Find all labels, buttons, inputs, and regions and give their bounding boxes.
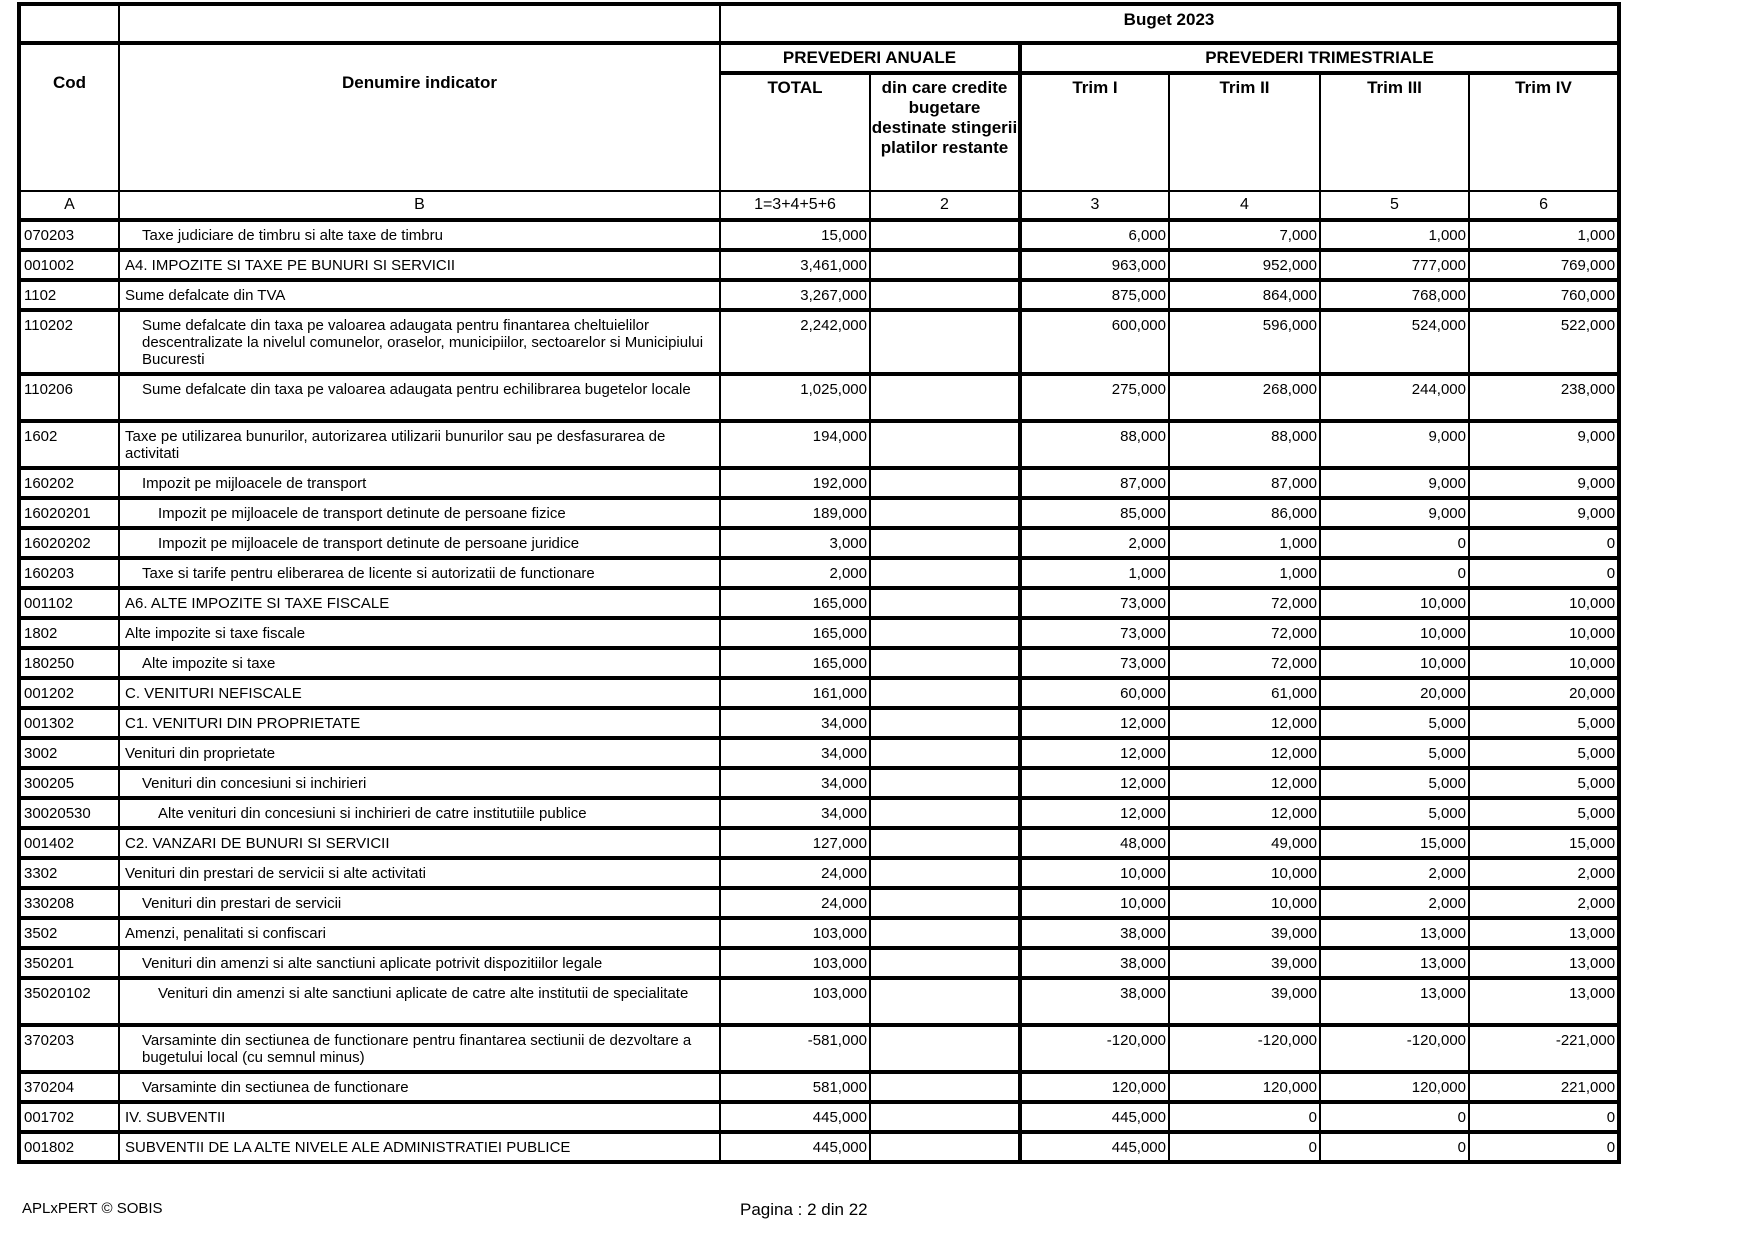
cell-trim-3: 9,000	[1320, 498, 1469, 528]
table-row	[19, 858, 1619, 888]
cell-denumire: Taxe pe utilizarea bunurilor, autorizarea utilizarii bunurilor sau pe desfasurarea de activitati	[119, 421, 720, 468]
cell-trim-2: 952,000	[1169, 250, 1320, 280]
cell-trim-2: 72,000	[1169, 618, 1320, 648]
header-din-care: din care credite bugetare destinate stingerii platilor restante	[870, 73, 1020, 191]
cell-trim-3: 9,000	[1320, 468, 1469, 498]
cell-trim-2: 72,000	[1169, 648, 1320, 678]
cell-trim-2: 10,000	[1169, 888, 1320, 918]
table-row	[19, 768, 1619, 798]
cell-denumire: A6. ALTE IMPOZITE SI TAXE FISCALE	[119, 588, 720, 618]
cell-total: 2,242,000	[720, 310, 870, 374]
column-number-3: 3	[1020, 191, 1169, 220]
cell-total: 165,000	[720, 618, 870, 648]
cell-trim-3: 15,000	[1320, 828, 1469, 858]
cell-trim-4: 0	[1469, 528, 1619, 558]
cell-din-care	[870, 558, 1020, 588]
cell-denumire: C. VENITURI NEFISCALE	[119, 678, 720, 708]
table-row	[19, 1102, 1619, 1132]
cell-total: 34,000	[720, 798, 870, 828]
cell-denumire: Varsaminte din sectiunea de functionare pentru finantarea sectiunii de dezvoltare a bugetului local (cu semnul minus)	[119, 1025, 720, 1072]
cell-denumire: Alte impozite si taxe	[119, 648, 720, 678]
cell-trim-4: 5,000	[1469, 768, 1619, 798]
cell-cod: 001302	[19, 708, 119, 738]
cell-trim-3: 1,000	[1320, 220, 1469, 250]
column-number-5: 5	[1320, 191, 1469, 220]
cell-trim-3: -120,000	[1320, 1025, 1469, 1072]
table-body	[19, 220, 1619, 1162]
header-trim-1: Trim I	[1020, 73, 1169, 191]
table-row	[19, 558, 1619, 588]
cell-cod: 070203	[19, 220, 119, 250]
cell-trim-2: 12,000	[1169, 768, 1320, 798]
cell-denumire: Venituri din proprietate	[119, 738, 720, 768]
cell-din-care	[870, 468, 1020, 498]
cell-cod: 1602	[19, 421, 119, 468]
cell-total: 194,000	[720, 421, 870, 468]
cell-din-care	[870, 978, 1020, 1025]
cell-din-care	[870, 678, 1020, 708]
cell-total: 34,000	[720, 738, 870, 768]
cell-trim-3: 20,000	[1320, 678, 1469, 708]
cell-total: 3,000	[720, 528, 870, 558]
cell-cod: 160203	[19, 558, 119, 588]
table-row	[19, 618, 1619, 648]
cell-cod: 3502	[19, 918, 119, 948]
cell-cod: 001202	[19, 678, 119, 708]
cell-din-care	[870, 1072, 1020, 1102]
cell-trim-3: 2,000	[1320, 858, 1469, 888]
cell-trim-1: 38,000	[1020, 978, 1169, 1025]
cell-trim-2: 12,000	[1169, 738, 1320, 768]
cell-trim-1: 38,000	[1020, 948, 1169, 978]
cell-denumire: C1. VENITURI DIN PROPRIETATE	[119, 708, 720, 738]
cell-din-care	[870, 768, 1020, 798]
cell-trim-1: 10,000	[1020, 858, 1169, 888]
cell-din-care	[870, 858, 1020, 888]
cell-trim-2: 596,000	[1169, 310, 1320, 374]
cell-trim-1: 85,000	[1020, 498, 1169, 528]
cell-trim-1: 445,000	[1020, 1102, 1169, 1132]
cell-trim-3: 5,000	[1320, 798, 1469, 828]
cell-trim-2: 39,000	[1169, 978, 1320, 1025]
table-row	[19, 588, 1619, 618]
table-row	[19, 280, 1619, 310]
cell-din-care	[870, 220, 1020, 250]
cell-trim-2: 49,000	[1169, 828, 1320, 858]
cell-trim-1: 2,000	[1020, 528, 1169, 558]
cell-denumire: Varsaminte din sectiunea de functionare	[119, 1072, 720, 1102]
table-row	[19, 678, 1619, 708]
table-row	[19, 798, 1619, 828]
cell-trim-2: 72,000	[1169, 588, 1320, 618]
cell-trim-1: 963,000	[1020, 250, 1169, 280]
cell-denumire: C2. VANZARI DE BUNURI SI SERVICII	[119, 828, 720, 858]
cell-trim-4: 20,000	[1469, 678, 1619, 708]
table-row	[19, 918, 1619, 948]
cell-trim-1: 88,000	[1020, 421, 1169, 468]
table-row	[19, 978, 1619, 1025]
cell-cod: 160202	[19, 468, 119, 498]
cell-trim-4: 9,000	[1469, 421, 1619, 468]
cell-cod: 001802	[19, 1132, 119, 1162]
cell-din-care	[870, 588, 1020, 618]
header-trim-4: Trim IV	[1469, 73, 1619, 191]
cell-trim-3: 5,000	[1320, 768, 1469, 798]
table-row	[19, 374, 1619, 421]
cell-cod: 35020102	[19, 978, 119, 1025]
cell-cod: 370203	[19, 1025, 119, 1072]
cell-trim-4: 9,000	[1469, 468, 1619, 498]
column-number-4: 4	[1169, 191, 1320, 220]
table-row	[19, 220, 1619, 250]
cell-trim-1: 12,000	[1020, 708, 1169, 738]
cell-trim-3: 0	[1320, 558, 1469, 588]
cell-trim-3: 0	[1320, 528, 1469, 558]
cell-trim-2: 88,000	[1169, 421, 1320, 468]
cell-denumire: Sume defalcate din taxa pe valoarea adaugata pentru echilibrarea bugetelor locale	[119, 374, 720, 421]
cell-cod: 001102	[19, 588, 119, 618]
cell-total: 161,000	[720, 678, 870, 708]
table-row	[19, 310, 1619, 374]
cell-total: 24,000	[720, 888, 870, 918]
cell-trim-3: 5,000	[1320, 708, 1469, 738]
cell-total: 3,267,000	[720, 280, 870, 310]
cell-trim-1: 87,000	[1020, 468, 1169, 498]
cell-total: 127,000	[720, 828, 870, 858]
cell-trim-1: 12,000	[1020, 738, 1169, 768]
cell-trim-2: 1,000	[1169, 558, 1320, 588]
header-trim-3: Trim III	[1320, 73, 1469, 191]
cell-cod: 001402	[19, 828, 119, 858]
cell-denumire: IV. SUBVENTII	[119, 1102, 720, 1132]
cell-trim-3: 13,000	[1320, 948, 1469, 978]
cell-denumire: Impozit pe mijloacele de transport detinute de persoane juridice	[119, 528, 720, 558]
cell-trim-4: 9,000	[1469, 498, 1619, 528]
cell-trim-2: 7,000	[1169, 220, 1320, 250]
cell-trim-4: 10,000	[1469, 588, 1619, 618]
table-row	[19, 1025, 1619, 1072]
table-row	[19, 1072, 1619, 1102]
cell-trim-1: 600,000	[1020, 310, 1169, 374]
cell-denumire: Venituri din amenzi si alte sanctiuni aplicate potrivit dispozitiilor legale	[119, 948, 720, 978]
cell-denumire: Sume defalcate din TVA	[119, 280, 720, 310]
table-row	[19, 888, 1619, 918]
cell-total: 15,000	[720, 220, 870, 250]
cell-din-care	[870, 1025, 1020, 1072]
table-row	[19, 948, 1619, 978]
cell-total: 103,000	[720, 918, 870, 948]
cell-trim-3: 0	[1320, 1102, 1469, 1132]
cell-trim-3: 10,000	[1320, 618, 1469, 648]
cell-denumire: Taxe judiciare de timbru si alte taxe de timbru	[119, 220, 720, 250]
cell-trim-4: 10,000	[1469, 618, 1619, 648]
cell-total: -581,000	[720, 1025, 870, 1072]
cell-denumire: Taxe si tarife pentru eliberarea de licente si autorizatii de functionare	[119, 558, 720, 588]
header-blank-cod	[19, 4, 119, 43]
cell-cod: 330208	[19, 888, 119, 918]
cell-total: 3,461,000	[720, 250, 870, 280]
cell-cod: 180250	[19, 648, 119, 678]
cell-denumire: Impozit pe mijloacele de transport	[119, 468, 720, 498]
cell-denumire: Venituri din concesiuni si inchirieri	[119, 768, 720, 798]
cell-trim-2: 12,000	[1169, 708, 1320, 738]
cell-total: 34,000	[720, 708, 870, 738]
table-row	[19, 738, 1619, 768]
cell-trim-2: 12,000	[1169, 798, 1320, 828]
cell-denumire: Venituri din prestari de servicii	[119, 888, 720, 918]
cell-din-care	[870, 618, 1020, 648]
cell-din-care	[870, 948, 1020, 978]
cell-trim-2: 120,000	[1169, 1072, 1320, 1102]
cell-total: 192,000	[720, 468, 870, 498]
cell-cod: 1802	[19, 618, 119, 648]
cell-trim-1: 875,000	[1020, 280, 1169, 310]
cell-total: 445,000	[720, 1102, 870, 1132]
cell-trim-3: 10,000	[1320, 588, 1469, 618]
cell-cod: 370204	[19, 1072, 119, 1102]
cell-trim-3: 0	[1320, 1132, 1469, 1162]
cell-cod: 16020201	[19, 498, 119, 528]
cell-total: 189,000	[720, 498, 870, 528]
cell-trim-3: 244,000	[1320, 374, 1469, 421]
cell-trim-2: 87,000	[1169, 468, 1320, 498]
header-prevederi-trimestriale: PREVEDERI TRIMESTRIALE	[1020, 43, 1619, 73]
table-row	[19, 498, 1619, 528]
cell-din-care	[870, 1132, 1020, 1162]
cell-trim-1: 12,000	[1020, 798, 1169, 828]
cell-denumire: Alte venituri din concesiuni si inchirieri de catre institutiile publice	[119, 798, 720, 828]
cell-din-care	[870, 738, 1020, 768]
cell-cod: 300205	[19, 768, 119, 798]
cell-din-care	[870, 498, 1020, 528]
footer-copyright: APLxPERT © SOBIS	[22, 1200, 163, 1217]
cell-trim-3: 13,000	[1320, 918, 1469, 948]
cell-trim-1: 73,000	[1020, 588, 1169, 618]
cell-total: 34,000	[720, 768, 870, 798]
column-letter-a: A	[19, 191, 119, 220]
cell-trim-4: 0	[1469, 1132, 1619, 1162]
cell-trim-4: 13,000	[1469, 978, 1619, 1025]
cell-total: 103,000	[720, 978, 870, 1025]
cell-trim-2: 0	[1169, 1132, 1320, 1162]
cell-trim-4: 2,000	[1469, 858, 1619, 888]
cell-denumire: SUBVENTII DE LA ALTE NIVELE ALE ADMINISTRATIEI PUBLICE	[119, 1132, 720, 1162]
cell-trim-4: 0	[1469, 558, 1619, 588]
table-row	[19, 1132, 1619, 1162]
cell-trim-3: 120,000	[1320, 1072, 1469, 1102]
cell-denumire: A4. IMPOZITE SI TAXE PE BUNURI SI SERVICII	[119, 250, 720, 280]
cell-cod: 1102	[19, 280, 119, 310]
cell-trim-1: 73,000	[1020, 618, 1169, 648]
cell-trim-4: 5,000	[1469, 708, 1619, 738]
cell-trim-1: 60,000	[1020, 678, 1169, 708]
cell-trim-4: 5,000	[1469, 798, 1619, 828]
cell-trim-1: 48,000	[1020, 828, 1169, 858]
budget-table	[17, 2, 1621, 1164]
cell-din-care	[870, 648, 1020, 678]
cell-trim-4: 15,000	[1469, 828, 1619, 858]
cell-trim-3: 524,000	[1320, 310, 1469, 374]
cell-trim-3: 768,000	[1320, 280, 1469, 310]
cell-cod: 350201	[19, 948, 119, 978]
cell-din-care	[870, 798, 1020, 828]
cell-cod: 001702	[19, 1102, 119, 1132]
cell-total: 165,000	[720, 588, 870, 618]
cell-trim-3: 9,000	[1320, 421, 1469, 468]
cell-total: 24,000	[720, 858, 870, 888]
cell-denumire: Alte impozite si taxe fiscale	[119, 618, 720, 648]
cell-cod: 16020202	[19, 528, 119, 558]
header-cod: Cod	[19, 43, 119, 191]
cell-total: 581,000	[720, 1072, 870, 1102]
cell-trim-4: 10,000	[1469, 648, 1619, 678]
cell-trim-4: 238,000	[1469, 374, 1619, 421]
column-number-6: 6	[1469, 191, 1619, 220]
cell-trim-4: 13,000	[1469, 918, 1619, 948]
cell-trim-1: 38,000	[1020, 918, 1169, 948]
cell-denumire: Sume defalcate din taxa pe valoarea adaugata pentru finantarea cheltuielilor descentralizate la nivelul comunelor, oraselor, municipiilor, sectoarelor si Municipiului Bucuresti	[119, 310, 720, 374]
cell-trim-1: 120,000	[1020, 1072, 1169, 1102]
cell-cod: 001002	[19, 250, 119, 280]
cell-trim-1: 6,000	[1020, 220, 1169, 250]
cell-din-care	[870, 280, 1020, 310]
cell-trim-4: 13,000	[1469, 948, 1619, 978]
cell-trim-3: 777,000	[1320, 250, 1469, 280]
table-row	[19, 828, 1619, 858]
cell-total: 445,000	[720, 1132, 870, 1162]
header-budget-title: Buget 2023	[720, 4, 1619, 43]
cell-trim-3: 10,000	[1320, 648, 1469, 678]
header-blank-denumire	[119, 4, 720, 43]
cell-din-care	[870, 374, 1020, 421]
header-trim-2: Trim II	[1169, 73, 1320, 191]
cell-total: 1,025,000	[720, 374, 870, 421]
cell-din-care	[870, 828, 1020, 858]
cell-total: 2,000	[720, 558, 870, 588]
header-prevederi-anuale: PREVEDERI ANUALE	[720, 43, 1020, 73]
table-row	[19, 648, 1619, 678]
cell-trim-1: 445,000	[1020, 1132, 1169, 1162]
cell-trim-1: 73,000	[1020, 648, 1169, 678]
cell-trim-3: 2,000	[1320, 888, 1469, 918]
cell-trim-1: 12,000	[1020, 768, 1169, 798]
cell-din-care	[870, 918, 1020, 948]
cell-cod: 30020530	[19, 798, 119, 828]
cell-cod: 110202	[19, 310, 119, 374]
cell-trim-2: -120,000	[1169, 1025, 1320, 1072]
cell-trim-4: 760,000	[1469, 280, 1619, 310]
cell-trim-4: 769,000	[1469, 250, 1619, 280]
cell-trim-2: 86,000	[1169, 498, 1320, 528]
cell-trim-2: 61,000	[1169, 678, 1320, 708]
cell-din-care	[870, 1102, 1020, 1132]
table-row	[19, 468, 1619, 498]
cell-denumire: Venituri din prestari de servicii si alte activitati	[119, 858, 720, 888]
header-total: TOTAL	[720, 73, 870, 191]
cell-trim-4: 1,000	[1469, 220, 1619, 250]
cell-cod: 3302	[19, 858, 119, 888]
table-row	[19, 250, 1619, 280]
cell-trim-4: -221,000	[1469, 1025, 1619, 1072]
column-number-2: 2	[870, 191, 1020, 220]
cell-din-care	[870, 528, 1020, 558]
cell-trim-2: 268,000	[1169, 374, 1320, 421]
cell-trim-1: -120,000	[1020, 1025, 1169, 1072]
cell-trim-1: 10,000	[1020, 888, 1169, 918]
cell-trim-4: 221,000	[1469, 1072, 1619, 1102]
cell-din-care	[870, 888, 1020, 918]
cell-trim-1: 275,000	[1020, 374, 1169, 421]
header-denumire: Denumire indicator	[119, 43, 720, 191]
table-row	[19, 708, 1619, 738]
cell-trim-1: 1,000	[1020, 558, 1169, 588]
cell-din-care	[870, 708, 1020, 738]
cell-trim-2: 10,000	[1169, 858, 1320, 888]
cell-trim-4: 522,000	[1469, 310, 1619, 374]
table-row	[19, 421, 1619, 468]
cell-trim-2: 1,000	[1169, 528, 1320, 558]
cell-trim-3: 5,000	[1320, 738, 1469, 768]
cell-trim-2: 39,000	[1169, 918, 1320, 948]
cell-trim-3: 13,000	[1320, 978, 1469, 1025]
cell-din-care	[870, 421, 1020, 468]
cell-trim-2: 0	[1169, 1102, 1320, 1132]
cell-total: 165,000	[720, 648, 870, 678]
cell-cod: 3002	[19, 738, 119, 768]
column-number-1: 1=3+4+5+6	[720, 191, 870, 220]
cell-total: 103,000	[720, 948, 870, 978]
cell-denumire: Venituri din amenzi si alte sanctiuni aplicate de catre alte institutii de specialitate	[119, 978, 720, 1025]
cell-denumire: Amenzi, penalitati si confiscari	[119, 918, 720, 948]
cell-trim-4: 2,000	[1469, 888, 1619, 918]
cell-trim-2: 39,000	[1169, 948, 1320, 978]
cell-trim-4: 5,000	[1469, 738, 1619, 768]
table-row	[19, 528, 1619, 558]
cell-trim-2: 864,000	[1169, 280, 1320, 310]
cell-cod: 110206	[19, 374, 119, 421]
footer-page-number: Pagina : 2 din 22	[740, 1200, 868, 1219]
cell-din-care	[870, 310, 1020, 374]
cell-din-care	[870, 250, 1020, 280]
cell-denumire: Impozit pe mijloacele de transport detinute de persoane fizice	[119, 498, 720, 528]
cell-trim-4: 0	[1469, 1102, 1619, 1132]
column-letter-b: B	[119, 191, 720, 220]
